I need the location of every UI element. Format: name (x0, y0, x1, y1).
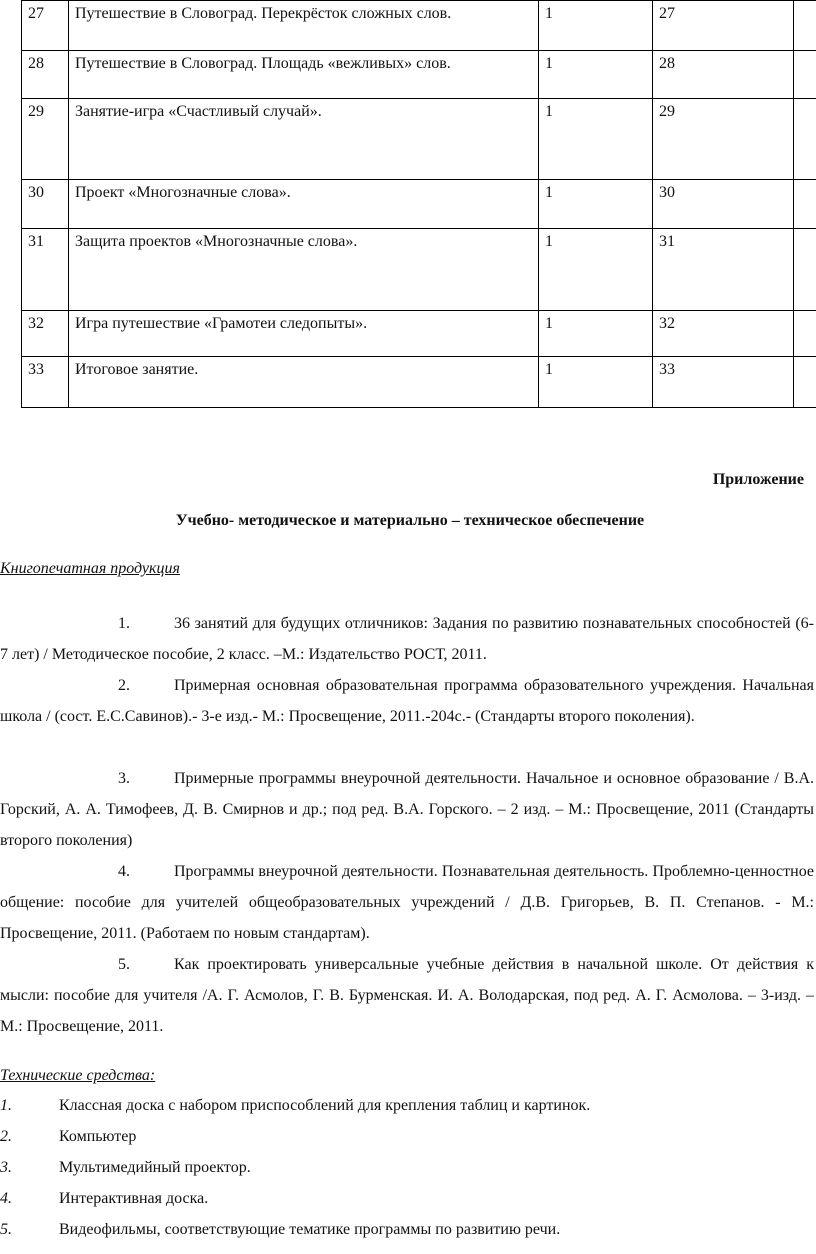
reference-item (0, 949, 814, 1042)
list-item-text: Интерактивная доска. (59, 1190, 209, 1207)
lesson-hours: 1 (539, 51, 653, 99)
list-item (0, 1159, 251, 1177)
reference-item (0, 670, 814, 732)
list-item-number: 1. (0, 1097, 12, 1114)
reference-item (0, 856, 814, 949)
lesson-number: 27 (22, 1, 69, 51)
list-item (0, 1128, 136, 1146)
lesson-index: 30 (653, 180, 794, 229)
lesson-number: 28 (22, 51, 69, 99)
reference-text: 36 занятий для будущих отличников: Задания по развитию познавательных способностей (6-7 лет) / Методическое пособие, 2 класс. –М.: Издательство РОСТ, 2011. (0, 615, 814, 663)
lesson-number: 31 (22, 229, 69, 311)
lesson-extra (794, 1, 816, 51)
table-row (22, 311, 816, 357)
list-item-number: 2. (0, 1128, 12, 1145)
lesson-index: 32 (653, 311, 794, 357)
list-item-text: Мультимедийный проектор. (59, 1159, 251, 1176)
list-item-number: 3. (0, 1159, 12, 1176)
list-item-text: Классная доска с набором приспособлений для крепления таблиц и картинок. (59, 1097, 591, 1114)
lesson-topic: Занятие-игра «Счастливый случай». (69, 99, 539, 180)
table-row (22, 229, 816, 311)
lesson-number: 30 (22, 180, 69, 229)
print-products-heading: Книгопечатная продукция (0, 560, 180, 577)
lesson-index: 27 (653, 1, 794, 51)
reference-number: 2. (118, 677, 130, 694)
lesson-index: 29 (653, 99, 794, 180)
appendix-label: Приложение (712, 471, 804, 488)
list-item (0, 1097, 590, 1115)
lesson-extra (794, 180, 816, 229)
reference-text: Как проектировать универсальные учебные действия в начальной школе. От действия к мысли: пособие для учителя /А. Г. Асмолов, Г. В. Бурменская. И. А. Володарская, под ред. А. Г. Асмолова. – 3-изд. – М.: Просвещение, 2011. (0, 956, 814, 1035)
lesson-extra (794, 99, 816, 180)
list-item (0, 1221, 560, 1239)
reference-text: Примерная основная образовательная программа образовательного учреждения. Начальная школа / (сост. Е.С.Савинов).- 3-е изд.- М.: Просвещение, 2011.-204с.- (Стандарты второго поколения). (0, 677, 814, 725)
list-item-number: 5. (0, 1221, 12, 1238)
table-row (22, 180, 816, 229)
section-heading: Учебно- методическое и материально – техническое обеспечение (175, 512, 645, 529)
reference-item (0, 608, 814, 670)
lesson-extra (794, 51, 816, 99)
lesson-hours: 1 (539, 357, 653, 408)
list-item-text: Компьютер (59, 1128, 137, 1145)
lesson-number: 32 (22, 311, 69, 357)
lesson-hours: 1 (539, 1, 653, 51)
list-item-text: Видеофильмы, соответствующие тематике программы по развитию речи. (59, 1221, 561, 1238)
lesson-extra (794, 311, 816, 357)
lesson-topic: Итоговое занятие. (69, 357, 539, 408)
reference-number: 5. (118, 956, 130, 973)
lesson-topic: Путешествие в Словоград. Перекрёсток сложных слов. (69, 1, 539, 51)
reference-item (0, 763, 814, 856)
lesson-hours: 1 (539, 229, 653, 311)
lesson-topic: Проект «Многозначные слова». (69, 180, 539, 229)
reference-number: 4. (118, 863, 130, 880)
lesson-number: 29 (22, 99, 69, 180)
lesson-table (21, 0, 816, 408)
table-row (22, 51, 816, 99)
lesson-index: 31 (653, 229, 794, 311)
lesson-index: 33 (653, 357, 794, 408)
lesson-extra (794, 357, 816, 408)
reference-number: 3. (118, 770, 130, 787)
technical-means-heading: Технические средства: (0, 1067, 156, 1084)
lesson-topic: Защита проектов «Многозначные слова». (69, 229, 539, 311)
lesson-topic: Путешествие в Словоград. Площадь «вежливых» слов. (69, 51, 539, 99)
reference-text: Программы внеурочной деятельности. Познавательная деятельность. Проблемно-ценностное общение: пособие для учителей общеобразовательных учреждений / Д.В. Григорьев, В. П. Степанов. - М.: Просвещение, 2011. (Работаем по новым стандартам). (0, 863, 814, 942)
lesson-number: 33 (22, 357, 69, 408)
lesson-index: 28 (653, 51, 794, 99)
lesson-extra (794, 229, 816, 311)
list-item (0, 1190, 208, 1208)
reference-number: 1. (118, 615, 130, 632)
lesson-topic: Игра путешествие «Грамотеи следопыты». (69, 311, 539, 357)
lesson-hours: 1 (539, 99, 653, 180)
reference-text: Примерные программы внеурочной деятельности. Начальное и основное образование / В.А. Горский, А. А. Тимофеев, Д. В. Смирнов и др.; под ред. В.А. Горского. – 2 изд. – М.: Просвещение, 2011 (Стандарты второго поколения) (0, 770, 814, 849)
list-item-number: 4. (0, 1190, 12, 1207)
table-row (22, 1, 816, 51)
lesson-hours: 1 (539, 180, 653, 229)
lesson-hours: 1 (539, 311, 653, 357)
table-row (22, 99, 816, 180)
table-row (22, 357, 816, 408)
